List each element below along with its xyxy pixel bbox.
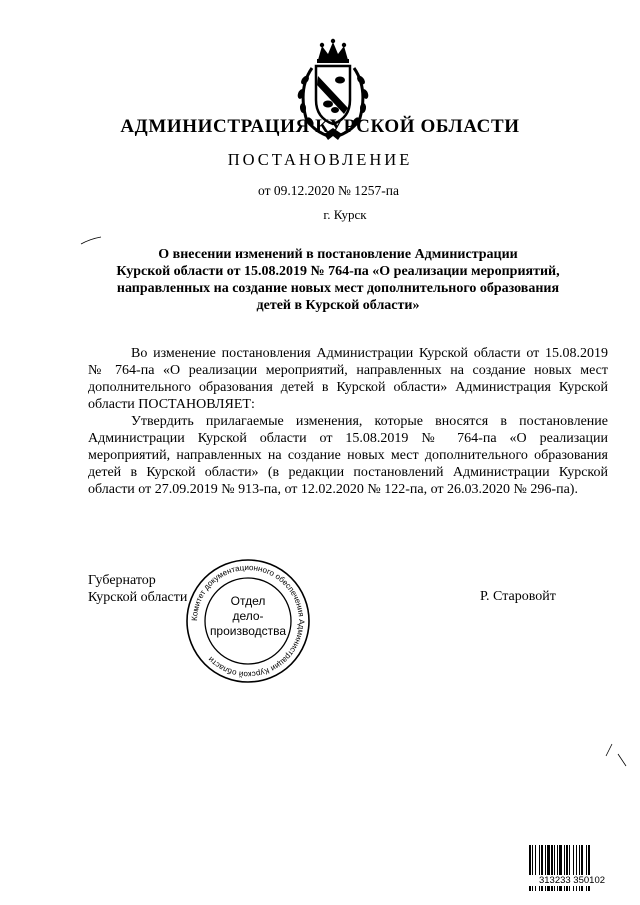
subject-line: детей в Курской области» [256, 298, 420, 313]
subject-line: О внесении изменений в постановление Администрации [158, 247, 518, 262]
document-type: ПОСТАНОВЛЕНИЕ [227, 150, 413, 169]
document-body [88, 345, 608, 498]
document-subject [88, 246, 588, 314]
signatory-position [88, 572, 187, 606]
position-line: Курской области [88, 590, 188, 605]
body-paragraph: Во изменение постановления Администрации Курской области от 15.08.2019 № 764-па «О реализации мероприятий, направленных на создание новых мест дополнительного образования детей в Курской области» Администрация Курской области ПОСТАНОВЛЯЕТ: [88, 346, 608, 412]
body-paragraph: Утвердить прилагаемые изменения, которые вносятся в постановление Администрации Курской области от 15.08.2019 № 764-па «О реализации мероприятий, направленных на создание новых мест дополнительного образования детей в Курской области» (в редакции постановлений Администрации Курской области от 27.09.2019 № 913-па, от 12.02.2020 № 122-па, от 26.03.2020 № 296-па). [88, 414, 608, 497]
document-date-number: от 09.12.2020 № 1257-па [258, 183, 399, 198]
stamp-ring-text: Комитет документационного обеспечения Администрации Курской области [189, 562, 307, 680]
barcode-number: 313233 350102 [526, 875, 618, 886]
office-stamp [185, 558, 311, 684]
stamp-line: производства [209, 624, 287, 638]
subject-line: направленных на создание новых мест дополнительного образования [116, 281, 560, 296]
stamp-line: дело- [232, 609, 264, 623]
scan-mark [604, 736, 630, 770]
subject-line: Курской области от 15.08.2019 № 764-па «О реализации мероприятий, [116, 264, 560, 279]
signatory-name: Р. Старовойт [480, 589, 556, 604]
document-city: г. Курск [323, 207, 367, 222]
stamp-line: Отдел [230, 594, 266, 608]
scan-mark [80, 236, 102, 246]
position-line: Губернатор [88, 573, 156, 588]
organization-title: АДМИНИСТРАЦИЯ КУРСКОЙ ОБЛАСТИ [120, 116, 520, 137]
stamp-center-text [185, 594, 311, 639]
